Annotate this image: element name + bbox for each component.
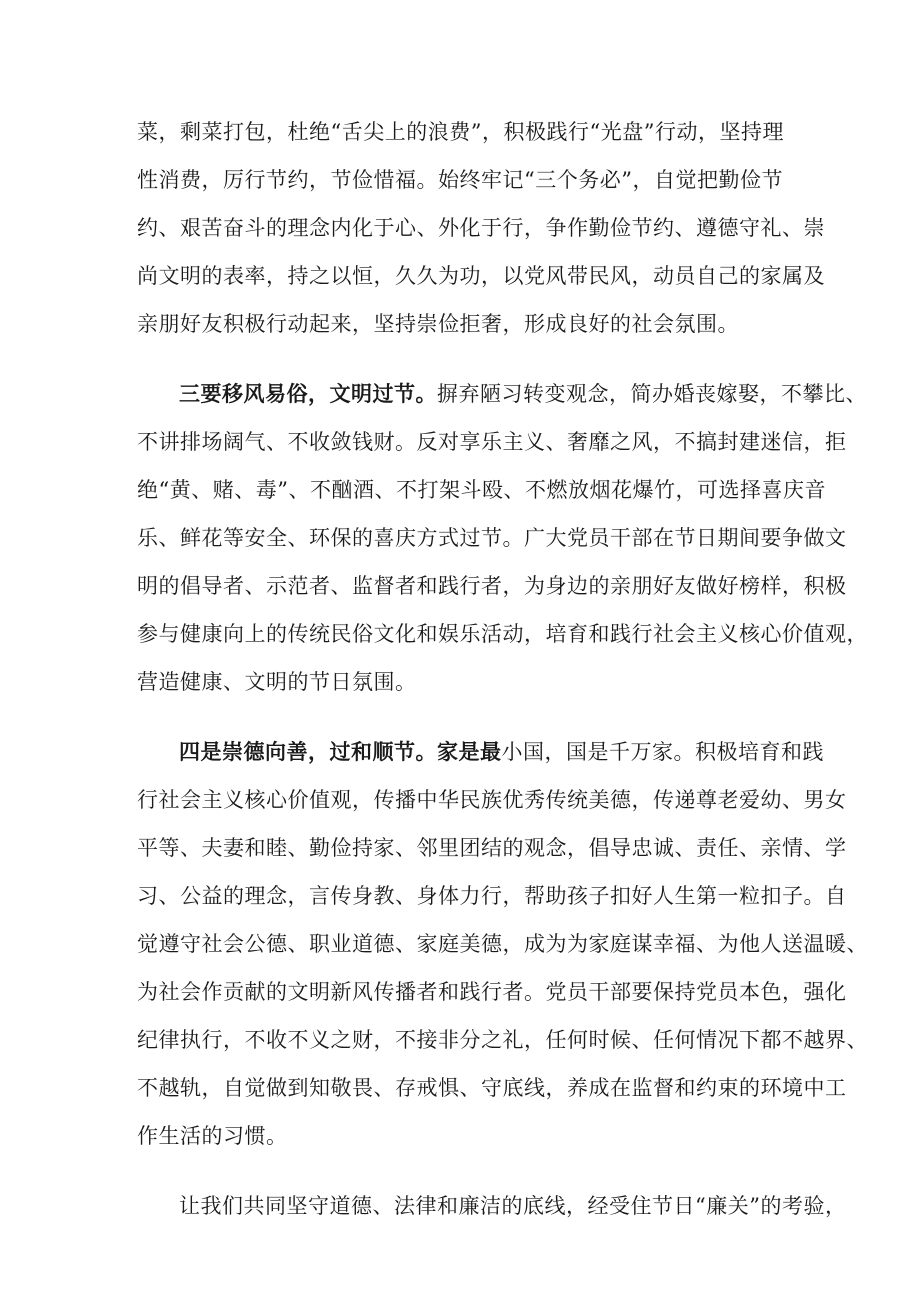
para4-line-1: 让我们共同坚守道德、法律和廉洁的底线，经受住节日“廉关”的考验， <box>179 1194 847 1218</box>
para1-line-5: 亲朋好友积极行动起来，坚持崇俭拒奢，形成良好的社会氛围。 <box>137 312 739 336</box>
para2-line-4: 乐、鲜花等安全、环保的喜庆方式过节。广大党员干部在节日期间要争做文 <box>137 526 847 550</box>
para3-line-2: 行社会主义核心价值观，传播中华民族优秀传统美德，传递尊老爱幼、男女 <box>137 788 847 812</box>
para3-line-8: 不越轨，自觉做到知敬畏、存戒惧、守底线，养成在监督和约束的环境中工 <box>137 1076 847 1100</box>
para3-line-1 <box>179 738 824 766</box>
para3-line-3: 平等、夫妻和睦、勤俭持家、邻里团结的观念，倡导忠诚、责任、亲情、学 <box>137 836 847 860</box>
para2-line-3: 绝“黄、赌、毒”、不酗酒、不打架斗殴、不燃放烟花爆竹，可选择喜庆音 <box>137 478 826 502</box>
para3-line-5: 觉遵守社会公德、职业道德、家庭美德，成为为家庭谋幸福、为他人送温暖、 <box>137 932 868 956</box>
para3-line-4: 习、公益的理念，言传身教、身体力行，帮助孩子扣好人生第一粒扣子。自 <box>137 884 847 908</box>
para2-heading: 三要移风易俗，文明过节。 <box>179 381 437 406</box>
para1-line-3: 约、艰苦奋斗的理念内化于心、外化于行，争作勤俭节约、遵德守礼、崇 <box>137 216 825 240</box>
para2-line-7: 营造健康、文明的节日氛围。 <box>137 670 417 694</box>
para3-heading: 四是崇德向善，过和顺节。家是最 <box>179 739 502 764</box>
para2-line-1 <box>179 380 867 408</box>
para3-line-1-text: 小国，国是千万家。积极培育和践 <box>501 740 824 764</box>
para3-line-7: 纪律执行，不收不义之财，不接非分之礼，任何时候、任何情况下都不越界、 <box>137 1028 868 1052</box>
para1-line-1: 菜，剩菜打包，杜绝“舌尖上的浪费”，积极践行“光盘”行动，坚持理 <box>137 120 784 144</box>
para2-line-1-text: 摒弃陋习转变观念，简办婚丧嫁娶，不攀比、 <box>437 382 867 406</box>
para1-line-4: 尚文明的表率，持之以恒，久久为功，以党风带民风，动员自己的家属及 <box>137 264 825 288</box>
para2-line-5: 明的倡导者、示范者、监督者和践行者，为身边的亲朋好友做好榜样，积极 <box>137 574 847 598</box>
para3-line-6: 为社会作贡献的文明新风传播者和践行者。党员干部要保持党员本色，强化 <box>137 980 847 1004</box>
para1-line-2: 性消费，厉行节约，节俭惜福。始终牢记“三个务必”，自觉把勤俭节 <box>137 168 783 192</box>
para3-line-9: 作生活的习惯。 <box>137 1124 288 1148</box>
para2-line-6: 参与健康向上的传统民俗文化和娱乐活动，培育和践行社会主义核心价值观， <box>137 622 868 646</box>
para2-line-2: 不讲排场阔气、不收敛钱财。反对享乐主义、奢靡之风，不搞封建迷信，拒 <box>137 430 847 454</box>
